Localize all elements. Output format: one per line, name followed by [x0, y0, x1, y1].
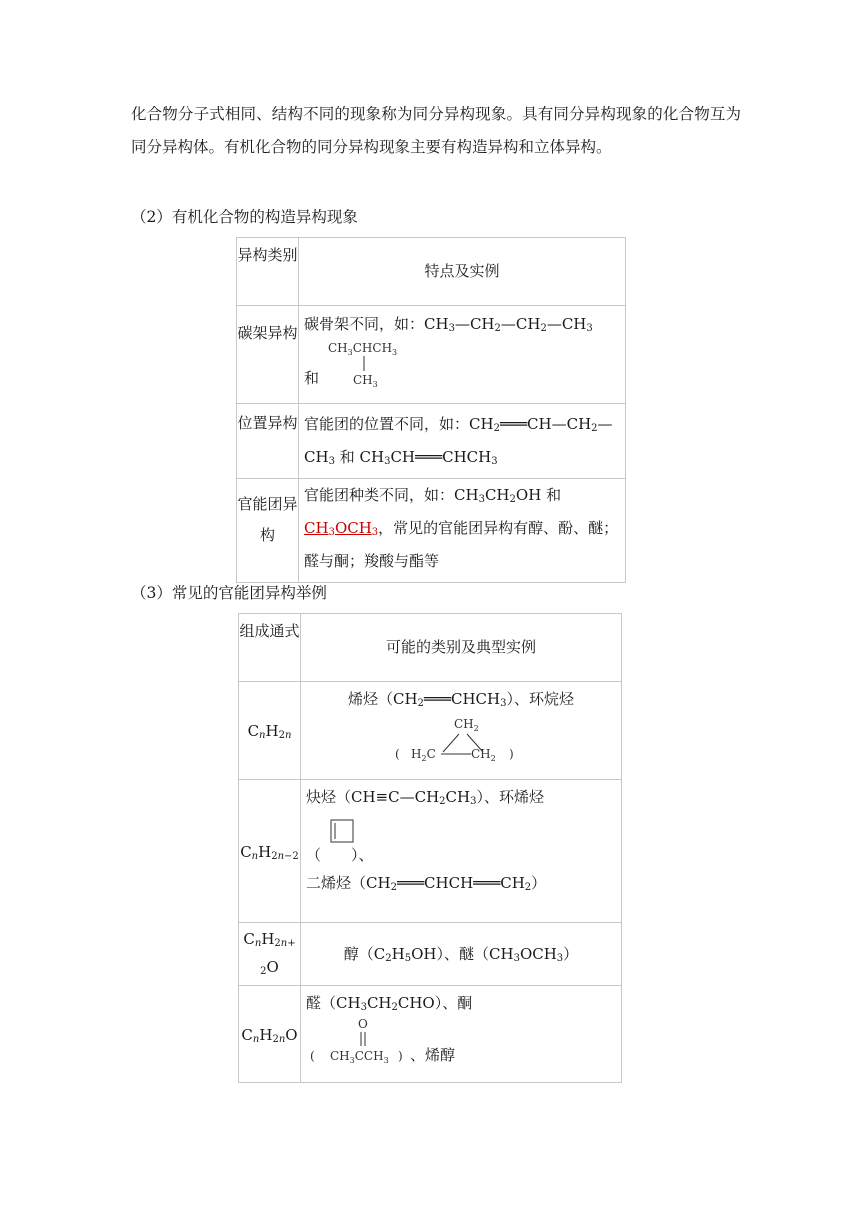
header-cell-features: 特点及实例 [299, 238, 626, 306]
general-formula-cell: $C_nH_{2n}$ [239, 682, 301, 780]
butene-1-formula: $CH_2═══CH—CH_2—CH_3$ [304, 415, 613, 467]
isomer-example-cell [299, 479, 626, 583]
svg-text:CH3: $CH_3$ [353, 373, 378, 389]
svg-text:H2C: $H_2C$ [411, 747, 436, 763]
general-formula-cell: $C_nH_{2n-2}$ [239, 780, 301, 923]
table-row [237, 479, 626, 583]
cyclopropane-structure [391, 712, 531, 772]
cycloalkene-bracket: （ ）、 [306, 846, 374, 864]
general-formula-cell: $C_nH_{2n+}$ $_2$O [239, 923, 301, 986]
example-tail: ，常见的官能团异构有醇、酚、醚；醛与酮；羧酸与酯等 [304, 519, 619, 570]
table-header-row [239, 614, 622, 682]
svg-text:(: ( [310, 1049, 315, 1063]
header-cell-formula: 组成通式 [239, 614, 301, 682]
construct-isomer-table [236, 237, 626, 583]
section-3-heading: （3）常见的官能团异构举例 [131, 584, 327, 602]
enol-text: 、烯醇 [410, 1046, 456, 1064]
svg-text:O: O [358, 1017, 368, 1031]
conjunction-text: 和 [339, 448, 355, 466]
table-header-row [237, 238, 626, 306]
ethanol-formula: $CH_3CH_2OH$ [454, 486, 542, 505]
example-description: 官能团种类不同，如： [304, 486, 455, 504]
examples-cell: 醛$(CH_3CH_2CHO)$、酮 O ( $CH_3CCH_3$ ) 、烯醇 [301, 986, 622, 1083]
examples-cell: 烯烃$(CH_2═══CHCH_3)$、环烷烃 $CH_2$ ( $H_2C$ $CH_2$ ) [301, 682, 622, 780]
conjunction-text: 和 [304, 369, 320, 387]
dimethyl-ether-formula: $CH_3OCH_3$ [304, 519, 379, 538]
example-description: 碳骨架不同，如： [304, 315, 425, 333]
section-2-heading: （2）有机化合物的构造异构现象 [131, 208, 358, 226]
general-formula-cell: $C_nH_{2n}O$ [239, 986, 301, 1083]
isomer-example-cell [299, 306, 626, 404]
table-row [237, 404, 626, 479]
isomer-example-cell [299, 404, 626, 479]
table-row [239, 923, 622, 986]
header-cell-examples: 可能的类别及典型实例 [301, 614, 622, 682]
svg-text:): ) [398, 1049, 403, 1063]
cyclobutene-structure [328, 818, 358, 846]
table-row [239, 682, 622, 780]
svg-text:CH3CHCH3: $CH_3CHCH_3$ [328, 341, 398, 357]
table-row [239, 986, 622, 1083]
svg-text:(: ( [395, 747, 400, 761]
intro-paragraph: 化合物分子式相同、结构不同的现象称为同分异构现象。具有同分异构现象的化合物互为同分异构体。有机化合物的同分异构现象主要有构造异构和立体异构。 [131, 105, 741, 156]
isomer-type-cell: 官能团异构 [237, 479, 299, 583]
isomer-type-cell: 位置异构 [237, 404, 299, 479]
conjunction-text: 和 [546, 486, 562, 504]
svg-text:CH3CCH3: $CH_3CCH_3$ [330, 1049, 389, 1065]
example-description: 官能团的位置不同，如： [304, 415, 470, 433]
table-row [237, 306, 626, 404]
svg-text:CH2: $CH_2$ [471, 747, 496, 763]
isomer-type-cell: 碳架异构 [237, 306, 299, 404]
isobutane-structure [326, 338, 416, 390]
butane-formula: $CH_3—CH_2—CH_2—CH_3$ [424, 315, 593, 334]
functional-isomer-table [238, 613, 622, 1083]
butene-2-formula: $CH_3CH═══CHCH_3$ [359, 448, 498, 467]
svg-text:): ) [509, 747, 514, 761]
svg-text:CH2: $CH_2$ [454, 717, 479, 733]
header-cell-category: 异构类别 [237, 238, 299, 306]
examples-cell: 炔烃$(CH\equiv C—CH_2CH_3)$、环烯烃 （ ）、 二烯烃$(CH_2═══CHCH═══CH_2)$ [301, 780, 622, 923]
examples-cell: 醇$(C_2H_5OH)$、醚$(CH_3OCH_3)$ [301, 923, 622, 986]
table-row [239, 780, 622, 923]
